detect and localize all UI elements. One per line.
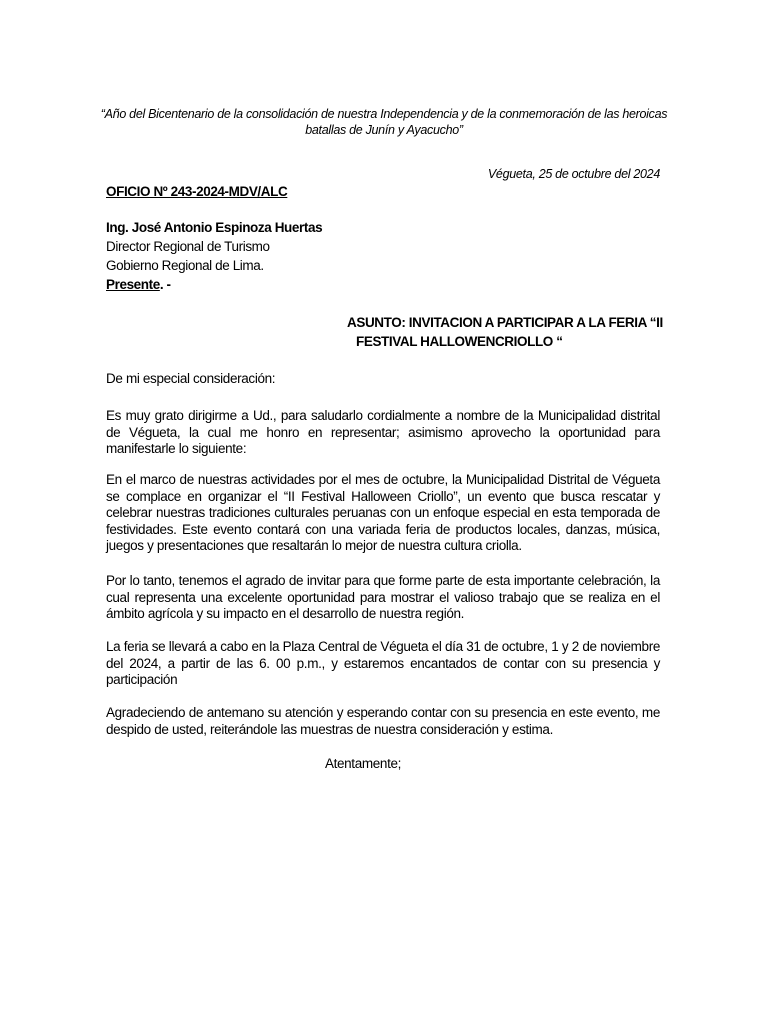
body-paragraph-intro: Es muy grato dirigirme a Ud., para saludarlo cordialmente a nombre de la Municipalidad distrital de Végueta, la cual me honro en representar; asimismo aprovecho la oportunidad para manifestarle lo siguiente:	[106, 408, 660, 456]
addressee-name: Ing. José Antonio Espinoza Huertas	[106, 220, 323, 235]
subject-line-2: FESTIVAL HALLOWENCRIOLLO “	[356, 334, 563, 349]
body-paragraph-farewell: Agradeciendo de antemano su atención y esperando contar con su presencia en este evento, me despido de usted, reiterándole las muestras de nuestra consideración y estima.	[106, 705, 660, 737]
presente-tail: . -	[159, 277, 171, 292]
oficio-reference: OFICIO Nº 243-2024-MDV/ALC	[106, 184, 288, 199]
body-paragraph-festival: En el marco de nuestras actividades por el mes de octubre, la Municipalidad Distrital de Végueta se complace en organizar el “II Festival Halloween Criollo”, un evento que busca rescatar y celebrar nuestras tradiciones culturales peruanas con un enfoque especial en esta temporada de festividades. Este evento contará con una variada feria de productos locales, danzas, música, juegos y presentaciones que resaltarán lo mejor de nuestra cultura criolla.	[106, 472, 660, 553]
subject-block	[347, 313, 677, 351]
body-paragraph-invitation: Por lo tanto, tenemos el agrado de invitar para que forme parte de esta importante celebración, la cual representa una excelente oportunidad para mostrar el valioso trabajo que se realiza en el ámbito agrícola y su impacto en el desarrollo de nuestra región.	[106, 573, 660, 621]
body-paragraph-schedule: La feria se llevará a cabo en la Plaza Central de Végueta el día 31 de octubre, 1 y 2 de noviembre del 2024, a partir de las 6. 00 p.m., y estaremos encantados de contar con su presencia y participación	[106, 639, 660, 687]
greeting: De mi especial consideración:	[106, 371, 276, 386]
presente-word: Presente	[106, 277, 160, 292]
addressee-position: Director Regional de Turismo	[106, 239, 270, 254]
presente-line	[106, 275, 322, 294]
addressee-organization: Gobierno Regional de Lima.	[106, 258, 264, 273]
letter-date: Végueta, 25 de octubre del 2024	[487, 167, 660, 181]
closing-salutation: Atentamente;	[324, 756, 402, 771]
year-motto: “Año del Bicentenario de la consolidación de nuestra Independencia y de la conmemoración de las heroicas batallas de Junín y Ayacucho”	[100, 107, 668, 137]
subject-line-1: ASUNTO: INVITACION A PARTICIPAR A LA FERIA “II	[347, 315, 663, 330]
addressee-block	[106, 218, 322, 294]
